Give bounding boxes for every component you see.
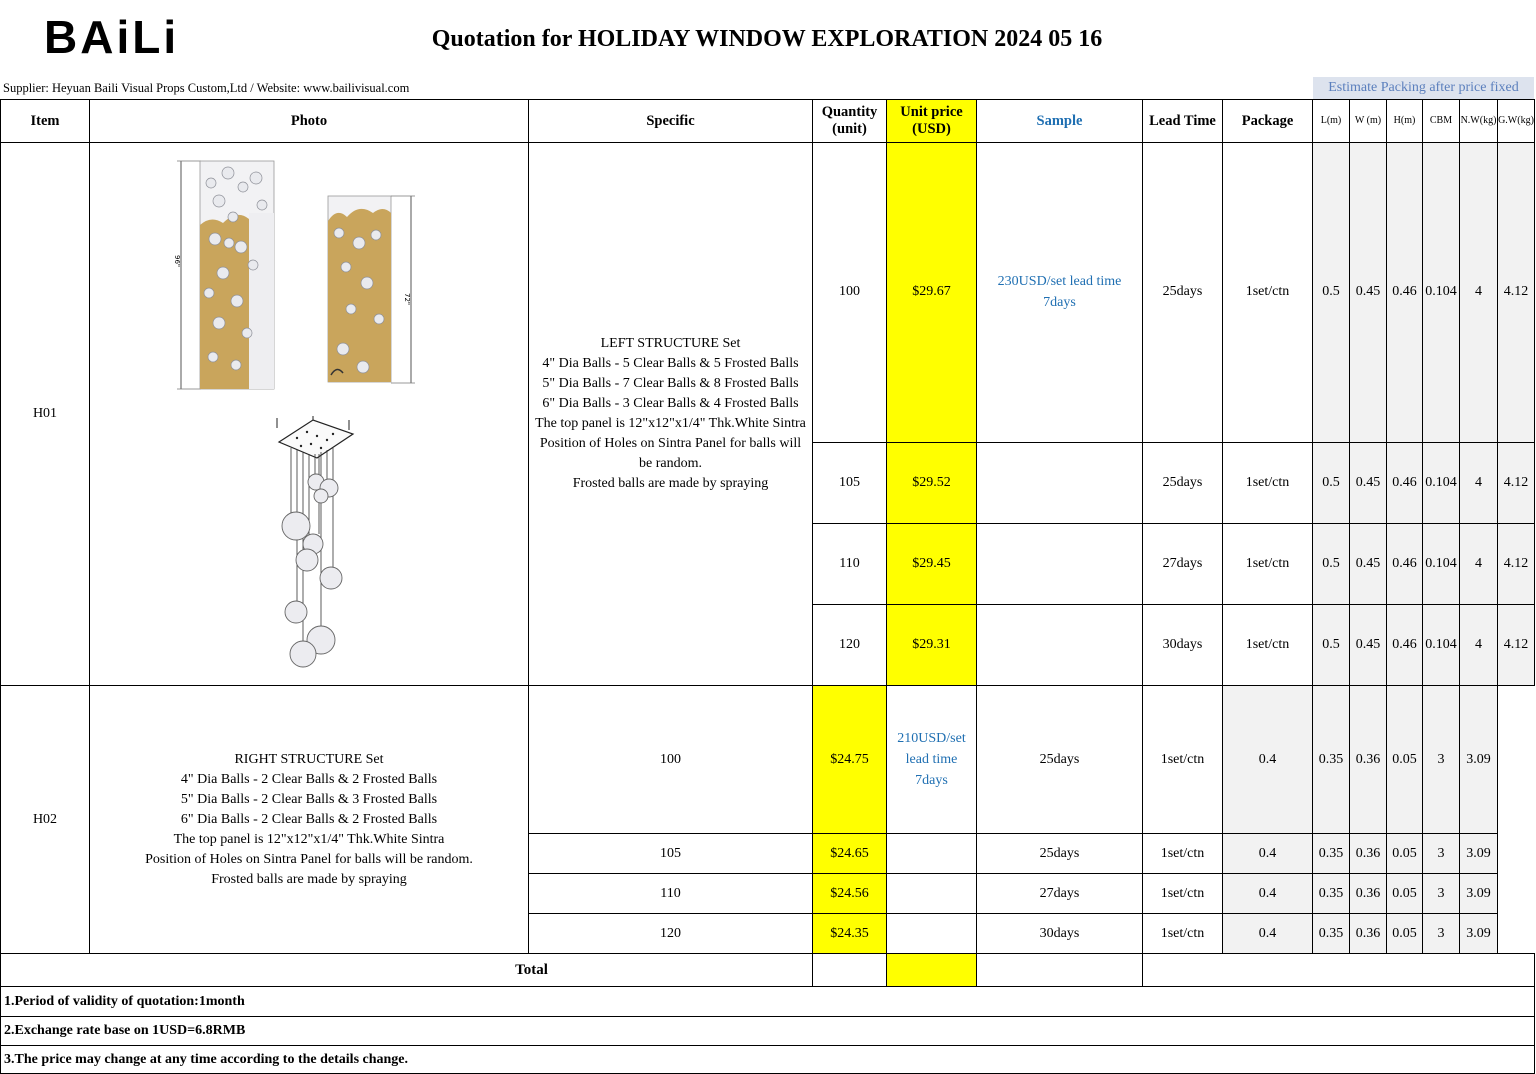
gross-weight-cell: 4.12 — [1498, 143, 1535, 443]
price-cell: $29.67 — [887, 143, 977, 443]
total-qty-cell — [813, 954, 887, 987]
width-cell: 0.45 — [1350, 604, 1387, 685]
note-row — [1, 1046, 1535, 1074]
cbm-cell: 0.05 — [1387, 834, 1423, 874]
net-weight-cell: 3 — [1423, 914, 1460, 954]
gross-weight-cell: 4.12 — [1498, 604, 1535, 685]
package-cell: 1set/ctn — [1143, 686, 1223, 834]
lead-cell: 30days — [1143, 604, 1223, 685]
length-cell: 0.5 — [1313, 143, 1350, 443]
spec-right-structure — [90, 686, 529, 954]
length-cell: 0.4 — [1223, 834, 1313, 874]
net-weight-cell: 3 — [1423, 686, 1460, 834]
gross-weight-cell: 3.09 — [1460, 834, 1498, 874]
cbm-cell: 0.104 — [1423, 523, 1460, 604]
header-width: W (m) — [1350, 100, 1387, 143]
width-cell: 0.35 — [1313, 914, 1350, 954]
quotation-table — [0, 99, 1535, 1074]
left-structure-drawing — [91, 143, 527, 409]
qty-cell: 120 — [813, 604, 887, 685]
qty-cell: 100 — [529, 686, 813, 834]
note-validity: 1.Period of validity of quotation:1month — [1, 987, 1535, 1017]
width-cell: 0.45 — [1350, 442, 1387, 523]
dimension-label-b: 72" — [403, 293, 411, 306]
cbm-cell: 0.104 — [1423, 604, 1460, 685]
gross-weight-cell: 4.12 — [1498, 523, 1535, 604]
length-cell: 0.4 — [1223, 914, 1313, 954]
note-price-change: 3.The price may change at any time according to the details change. — [1, 1046, 1535, 1074]
price-cell: $29.52 — [887, 442, 977, 523]
price-cell: $29.45 — [887, 523, 977, 604]
width-cell: 0.35 — [1313, 834, 1350, 874]
package-cell: 1set/ctn — [1143, 874, 1223, 914]
lead-cell: 25days — [1143, 143, 1223, 443]
header-item: Item — [1, 100, 90, 143]
item-code: H02 — [1, 686, 90, 954]
length-cell: 0.4 — [1223, 686, 1313, 834]
header-length: L(m) — [1313, 100, 1350, 143]
height-cell: 0.36 — [1350, 914, 1387, 954]
photo-left-structure — [90, 143, 529, 686]
gross-weight-cell: 3.09 — [1460, 874, 1498, 914]
gross-weight-cell: 3.09 — [1460, 914, 1498, 954]
header-specific: Specific — [529, 100, 813, 143]
header-photo: Photo — [90, 100, 529, 143]
net-weight-cell: 4 — [1460, 604, 1498, 685]
height-cell: 0.36 — [1350, 686, 1387, 834]
gross-weight-cell: 3.09 — [1460, 686, 1498, 834]
header-quantity: Quantity (unit) — [813, 100, 887, 143]
cbm-cell: 0.104 — [1423, 442, 1460, 523]
length-cell: 0.4 — [1223, 874, 1313, 914]
table-row — [1, 143, 1535, 443]
spec-text: RIGHT STRUCTURE Set 4" Dia Balls - 2 Clear Balls & 2 Frosted Balls 5" Dia Balls - 2 Clear Balls & 3 Frosted Balls 6" Dia Balls - 2 Clear Balls & 2 Frosted Balls The top panel is 12"x12"x1/4" Thk.White Sintra Position of Holes on Sintra Panel for balls will be random. Frosted balls are made by spraying — [145, 751, 473, 887]
header-cbm: CBM — [1423, 100, 1460, 143]
header-net-weight: N.W(kg) — [1460, 100, 1498, 143]
sample-cell: 210USD/set lead time 7days — [887, 686, 977, 834]
cbm-cell: 0.05 — [1387, 914, 1423, 954]
document-title: Quotation for HOLIDAY WINDOW EXPLORATION 2024 05 16 — [431, 26, 1103, 52]
note-row — [1, 1017, 1535, 1046]
cbm-cell: 0.104 — [1423, 143, 1460, 443]
net-weight-cell: 4 — [1460, 143, 1498, 443]
total-label: Total — [1, 954, 813, 987]
header-row — [1, 100, 1535, 143]
height-cell: 0.46 — [1387, 143, 1423, 443]
package-cell: 1set/ctn — [1143, 834, 1223, 874]
qty-cell: 110 — [813, 523, 887, 604]
header-height: H(m) — [1387, 100, 1423, 143]
sample-cell — [977, 442, 1143, 523]
lead-cell: 27days — [1143, 523, 1223, 604]
lead-cell: 25days — [977, 686, 1143, 834]
package-cell: 1set/ctn — [1223, 604, 1313, 685]
dimension-label-a: 96" — [173, 255, 181, 268]
header-package: Package — [1223, 100, 1313, 143]
price-cell: $24.65 — [813, 834, 887, 874]
item-code: H01 — [1, 143, 90, 686]
net-weight-cell: 4 — [1460, 523, 1498, 604]
width-cell: 0.35 — [1313, 686, 1350, 834]
net-weight-cell: 3 — [1423, 874, 1460, 914]
sample-cell — [887, 834, 977, 874]
estimate-packing-note: Estimate Packing after price fixed — [1313, 77, 1534, 99]
sample-cell — [887, 874, 977, 914]
lead-cell: 27days — [977, 874, 1143, 914]
price-cell: $24.35 — [813, 914, 887, 954]
price-cell: $24.75 — [813, 686, 887, 834]
supplier-info: Supplier: Heyuan Baili Visual Props Custom,Ltd / Website: www.bailivisual.com — [3, 81, 410, 95]
sample-cell — [977, 523, 1143, 604]
total-blank-cell — [1143, 954, 1535, 987]
qty-cell: 105 — [813, 442, 887, 523]
price-cell: $24.56 — [813, 874, 887, 914]
header-lead-time: Lead Time — [1143, 100, 1223, 143]
total-row — [1, 954, 1535, 987]
package-cell: 1set/ctn — [1223, 523, 1313, 604]
total-sample-cell — [977, 954, 1143, 987]
header-sample: Sample — [977, 100, 1143, 143]
right-structure-drawing — [91, 414, 527, 680]
table-row — [1, 686, 1535, 834]
qty-cell: 120 — [529, 914, 813, 954]
length-cell: 0.5 — [1313, 523, 1350, 604]
spec-text: LEFT STRUCTURE Set 4" Dia Balls - 5 Clear Balls & 5 Frosted Balls 5" Dia Balls - 7 Clear Balls & 8 Frosted Balls 6" Dia Balls - 3 Clear Balls & 4 Frosted Balls The top panel is 12"x12"x1/4" Thk.White Sintra Position of Holes on Sintra Panel for balls will be random. Frosted balls are made by spraying — [535, 336, 806, 491]
lead-cell: 25days — [1143, 442, 1223, 523]
price-cell: $29.31 — [887, 604, 977, 685]
width-cell: 0.45 — [1350, 143, 1387, 443]
lead-cell: 25days — [977, 834, 1143, 874]
height-cell: 0.46 — [1387, 604, 1423, 685]
sample-cell — [977, 604, 1143, 685]
cbm-cell: 0.05 — [1387, 686, 1423, 834]
package-cell: 1set/ctn — [1143, 914, 1223, 954]
net-weight-cell: 3 — [1423, 834, 1460, 874]
sample-cell — [887, 914, 977, 954]
note-row — [1, 987, 1535, 1017]
length-cell: 0.5 — [1313, 604, 1350, 685]
package-cell: 1set/ctn — [1223, 143, 1313, 443]
height-cell: 0.46 — [1387, 442, 1423, 523]
sample-cell: 230USD/set lead time 7days — [977, 143, 1143, 443]
spec-left-structure — [529, 143, 813, 686]
height-cell: 0.36 — [1350, 874, 1387, 914]
qty-cell: 105 — [529, 834, 813, 874]
qty-cell: 110 — [529, 874, 813, 914]
package-cell: 1set/ctn — [1223, 442, 1313, 523]
height-cell: 0.46 — [1387, 523, 1423, 604]
length-cell: 0.5 — [1313, 442, 1350, 523]
company-logo: BAiLi — [44, 11, 180, 63]
cbm-cell: 0.05 — [1387, 874, 1423, 914]
note-exchange-rate: 2.Exchange rate base on 1USD=6.8RMB — [1, 1017, 1535, 1046]
lead-cell: 30days — [977, 914, 1143, 954]
width-cell: 0.35 — [1313, 874, 1350, 914]
width-cell: 0.45 — [1350, 523, 1387, 604]
header-unit-price: Unit price (USD) — [887, 100, 977, 143]
total-price-cell — [887, 954, 977, 987]
gross-weight-cell: 4.12 — [1498, 442, 1535, 523]
qty-cell: 100 — [813, 143, 887, 443]
net-weight-cell: 4 — [1460, 442, 1498, 523]
header-gross-weight: G.W(kg) — [1498, 100, 1535, 143]
height-cell: 0.36 — [1350, 834, 1387, 874]
